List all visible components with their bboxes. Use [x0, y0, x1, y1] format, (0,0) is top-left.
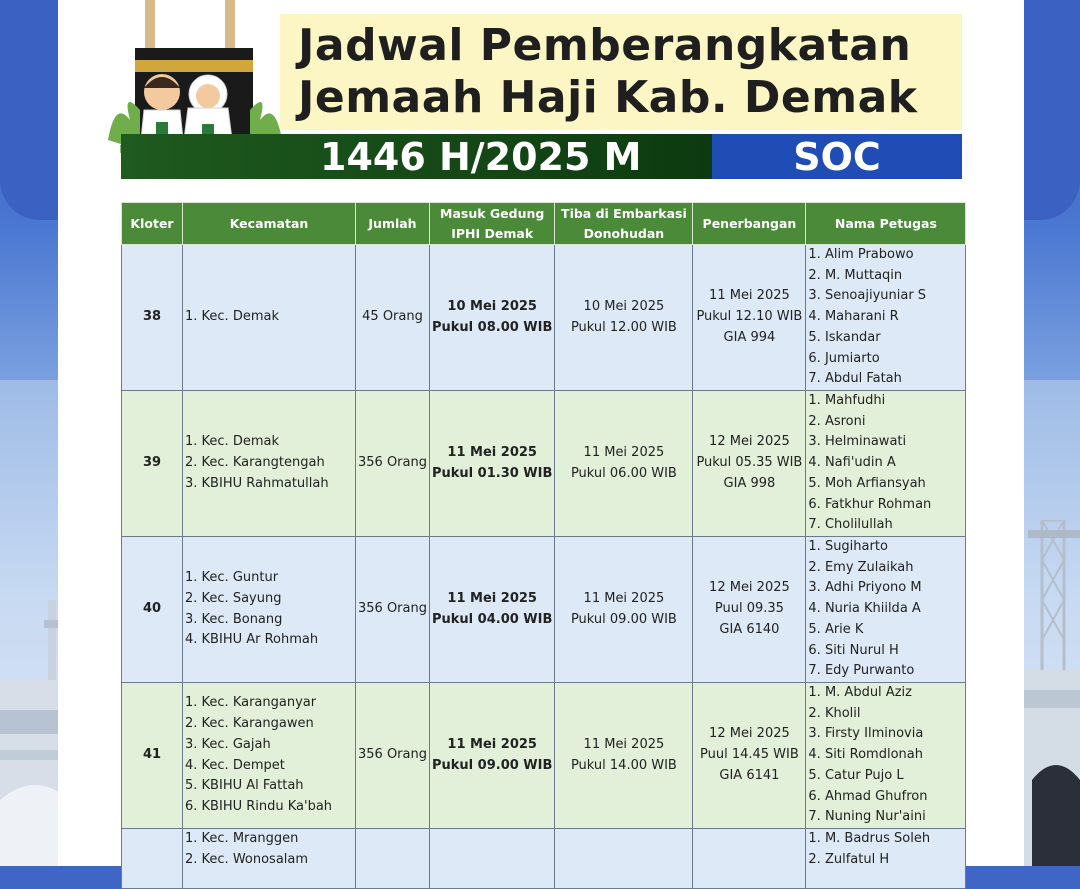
penerbangan-line: 11 Mei 2025	[709, 288, 790, 304]
masuk-cell	[430, 391, 555, 537]
schedule-table	[121, 202, 966, 889]
kecamatan-cell	[183, 245, 356, 391]
masuk-line: Pukul 01.30 WIB	[432, 465, 553, 481]
kloter-cell: 41	[122, 683, 183, 829]
table-row	[122, 683, 966, 829]
jumlah-cell	[356, 829, 430, 889]
column-header-tiba: Tiba di Embarkasi Donohudan	[555, 203, 693, 245]
petugas-item: 1. Mahfudhi	[808, 393, 886, 409]
petugas-item: 3. Senoajiyuniar S	[808, 288, 927, 304]
kloter-cell	[122, 829, 183, 889]
petugas-cell	[806, 537, 966, 683]
column-header-kecamatan: Kecamatan	[183, 203, 356, 245]
petugas-cell	[806, 683, 966, 829]
title-line-2: Jemaah Haji Kab. Demak	[298, 72, 918, 123]
masuk-cell	[430, 829, 555, 889]
petugas-item: 1. M. Abdul Aziz	[808, 685, 912, 701]
petugas-item: 2. Emy Zulaikah	[808, 559, 914, 575]
kecamatan-item: 3. KBIHU Rahmatullah	[185, 475, 329, 491]
penerbangan-line: GIA 6140	[719, 621, 780, 637]
kecamatan-item: 1. Kec. Guntur	[185, 570, 279, 586]
kecamatan-item: 2. Kec. Wonosalam	[185, 851, 309, 867]
petugas-item: 3. Firsty Ilminovia	[808, 726, 924, 742]
table-body	[122, 245, 966, 889]
penerbangan-cell	[693, 683, 806, 829]
column-header-kloter: Kloter	[122, 203, 183, 245]
kecamatan-item: 2. Kec. Sayung	[185, 590, 282, 606]
masuk-cell	[430, 537, 555, 683]
masuk-line: Pukul 08.00 WIB	[432, 319, 553, 335]
tiba-line: 10 Mei 2025	[583, 298, 665, 314]
kecamatan-item: 1. Kec. Mranggen	[185, 831, 299, 846]
penerbangan-line: Pukul 12.10 WIB	[696, 309, 803, 325]
kecamatan-cell	[183, 683, 356, 829]
petugas-item: 5. Catur Pujo L	[808, 767, 904, 783]
petugas-item: 3. Helminawati	[808, 434, 907, 450]
penerbangan-line: GIA 6141	[719, 767, 780, 783]
jumlah-cell: 45 Orang	[356, 245, 430, 391]
petugas-item: 1. M. Badrus Soleh	[808, 831, 931, 846]
kecamatan-item: 3. Kec. Gajah	[185, 736, 271, 752]
petugas-item: 4. Nafi'udin A	[808, 455, 896, 471]
penerbangan-line: GIA 994	[723, 329, 776, 345]
masuk-line: 11 Mei 2025	[447, 736, 537, 752]
penerbangan-cell	[693, 829, 806, 889]
crane-right-illustration	[1022, 520, 1080, 866]
petugas-item: 3. Adhi Priyono M	[808, 580, 922, 596]
column-header-petugas: Nama Petugas	[806, 203, 966, 245]
masuk-cell	[430, 683, 555, 829]
tiba-line: 11 Mei 2025	[583, 590, 665, 606]
petugas-item: 6. Siti Nurul H	[808, 642, 899, 658]
petugas-item: 4. Maharani R	[808, 309, 899, 325]
penerbangan-line: Puul 09.35	[714, 601, 784, 617]
tiba-cell	[555, 829, 693, 889]
masuk-cell	[430, 245, 555, 391]
tiba-line: Pukul 06.00 WIB	[570, 465, 677, 481]
kecamatan-item: 2. Kec. Karangawen	[185, 716, 314, 732]
tiba-line: Pukul 14.00 WIB	[570, 757, 677, 773]
year-label: 1446 H/2025 M	[320, 135, 642, 179]
masuk-line: 11 Mei 2025	[447, 444, 537, 460]
petugas-item: 1. Alim Prabowo	[808, 247, 914, 263]
tiba-line: Pukul 09.00 WIB	[570, 611, 677, 627]
kecamatan-item: 4. Kec. Dempet	[185, 757, 285, 773]
petugas-item: 2. Zulfatul H	[808, 851, 890, 867]
petugas-item: 6. Jumiarto	[808, 350, 880, 366]
petugas-item: 7. Edy Purwanto	[808, 663, 915, 679]
kecamatan-item: 1. Kec. Demak	[185, 434, 279, 450]
penerbangan-cell	[693, 537, 806, 683]
tiba-line: 11 Mei 2025	[583, 444, 665, 460]
petugas-cell	[806, 829, 966, 889]
table-row	[122, 537, 966, 683]
tiba-line: Pukul 12.00 WIB	[570, 319, 677, 335]
table-row	[122, 829, 966, 889]
penerbangan-line: Pukul 05.35 WIB	[696, 455, 803, 471]
petugas-item: 2. M. Muttaqin	[808, 267, 903, 283]
kloter-cell: 39	[122, 391, 183, 537]
penerbangan-line: 12 Mei 2025	[709, 434, 790, 450]
title-line-1: Jadwal Pemberangkatan	[298, 20, 912, 71]
tiba-cell	[555, 683, 693, 829]
table-header-row	[122, 203, 966, 245]
petugas-item: 7. Abdul Fatah	[808, 371, 902, 387]
penerbangan-cell	[693, 391, 806, 537]
petugas-item: 6. Ahmad Ghufron	[808, 788, 928, 804]
petugas-item: 2. Kholil	[808, 705, 861, 721]
petugas-item: 7. Cholilullah	[808, 517, 893, 533]
column-header-penerbangan: Penerbangan	[693, 203, 806, 245]
petugas-cell	[806, 245, 966, 391]
kecamatan-item: 1. Kec. Karanganyar	[185, 695, 317, 711]
kecamatan-cell	[183, 391, 356, 537]
kloter-cell: 40	[122, 537, 183, 683]
penerbangan-line: 12 Mei 2025	[709, 726, 790, 742]
column-header-masuk: Masuk Gedung IPHI Demak	[430, 203, 555, 245]
penerbangan-line: GIA 998	[723, 475, 776, 491]
kecamatan-item: 6. KBIHU Rindu Ka'bah	[185, 798, 333, 814]
petugas-item: 4. Nuria Khiilda A	[808, 601, 921, 617]
jumlah-cell: 356 Orang	[356, 537, 430, 683]
petugas-item: 1. Sugiharto	[808, 539, 888, 555]
tiba-cell	[555, 245, 693, 391]
masuk-line: 11 Mei 2025	[447, 590, 537, 606]
tiba-cell	[555, 391, 693, 537]
kecamatan-item: 5. KBIHU Al Fattah	[185, 778, 304, 794]
jumlah-cell: 356 Orang	[356, 391, 430, 537]
penerbangan-line: Puul 14.45 WIB	[700, 747, 799, 763]
penerbangan-cell	[693, 245, 806, 391]
petugas-item: 6. Fatkhur Rohman	[808, 496, 932, 512]
tiba-line: 11 Mei 2025	[583, 736, 665, 752]
masuk-line: Pukul 09.00 WIB	[432, 757, 553, 773]
kecamatan-cell	[183, 537, 356, 683]
kecamatan-item: 3. Kec. Bonang	[185, 611, 283, 627]
petugas-item: 5. Arie K	[808, 621, 864, 637]
kecamatan-cell	[183, 829, 356, 889]
petugas-item: 4. Siti Romdlonah	[808, 747, 923, 763]
jumlah-cell: 356 Orang	[356, 683, 430, 829]
table-row	[122, 391, 966, 537]
kloter-cell: 38	[122, 245, 183, 391]
soc-label: SOC	[793, 135, 881, 179]
masuk-line: 10 Mei 2025	[447, 298, 537, 314]
table-row	[122, 245, 966, 391]
petugas-cell	[806, 391, 966, 537]
kecamatan-item: 1. Kec. Demak	[185, 309, 279, 325]
tiba-cell	[555, 537, 693, 683]
column-header-jumlah: Jumlah	[356, 203, 430, 245]
kecamatan-item: 4. KBIHU Ar Rohmah	[185, 632, 319, 648]
petugas-item: 5. Moh Arfiansyah	[808, 475, 926, 491]
kecamatan-item: 2. Kec. Karangtengah	[185, 455, 325, 471]
petugas-item: 5. Iskandar	[808, 329, 881, 345]
masuk-line: Pukul 04.00 WIB	[432, 611, 553, 627]
petugas-item: 2. Asroni	[808, 413, 866, 429]
petugas-item: 7. Nuning Nur'aini	[808, 809, 926, 825]
penerbangan-line: 12 Mei 2025	[709, 580, 790, 596]
